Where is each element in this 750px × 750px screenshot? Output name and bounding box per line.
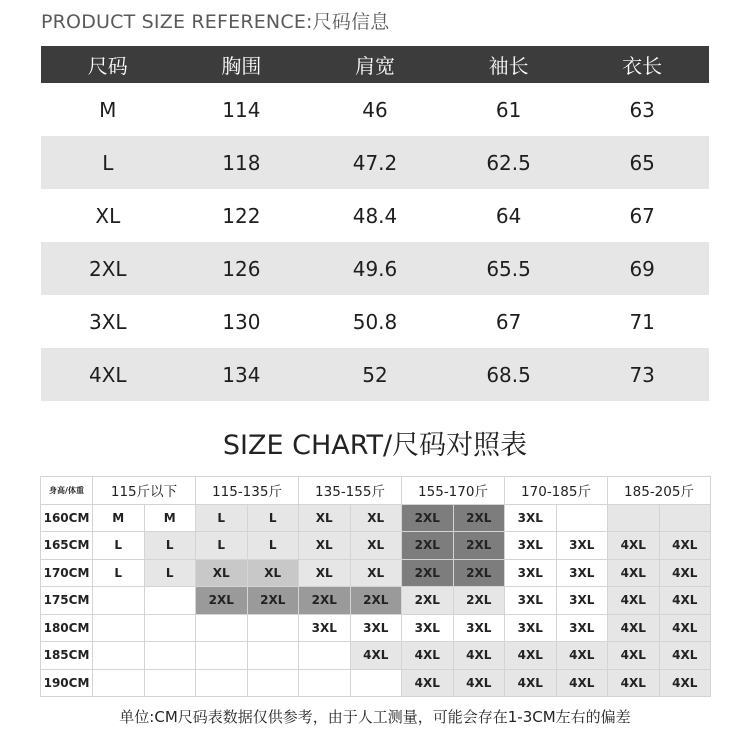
reference-cell-chest: 118 xyxy=(222,150,261,175)
size-cell: XL xyxy=(350,504,402,532)
reference-row xyxy=(41,136,709,189)
reference-cell-sleeve: 62.5 xyxy=(486,150,531,175)
reference-cell-sleeve: 68.5 xyxy=(486,362,531,387)
reference-cell-size: L xyxy=(102,150,114,175)
reference-cell-sleeve: 67 xyxy=(495,309,522,334)
reference-cell-chest: 126 xyxy=(222,256,261,281)
size-reference-table xyxy=(41,46,709,401)
size-cell: L xyxy=(93,559,145,587)
size-cell xyxy=(144,587,196,615)
reference-cell-size: M xyxy=(99,97,117,122)
size-cell: M xyxy=(144,504,196,532)
size-cell: 4XL xyxy=(453,669,505,697)
size-cell: 3XL xyxy=(505,614,557,642)
size-cell: 3XL xyxy=(556,587,608,615)
size-cell xyxy=(93,642,145,670)
reference-cell-chest: 114 xyxy=(222,97,261,122)
corner-label: 身高/体重 xyxy=(41,477,93,505)
size-cell: 4XL xyxy=(659,559,711,587)
size-cell: 2XL xyxy=(453,559,505,587)
size-cell: 2XL xyxy=(247,587,299,615)
size-cell: 3XL xyxy=(556,532,608,560)
size-cell: 3XL xyxy=(556,614,608,642)
size-cell: 3XL xyxy=(299,614,351,642)
height-label: 170CM xyxy=(41,559,93,587)
reference-header-row xyxy=(41,46,709,83)
size-cell: 4XL xyxy=(659,642,711,670)
height-label: 165CM xyxy=(41,532,93,560)
height-label: 160CM xyxy=(41,504,93,532)
reference-cell-length: 65 xyxy=(629,150,655,175)
size-cell: 4XL xyxy=(608,642,660,670)
size-cell xyxy=(299,669,351,697)
reference-row xyxy=(41,83,709,136)
reference-cell-size: XL xyxy=(95,203,121,228)
reference-cell-length: 73 xyxy=(629,362,655,387)
header-size: 尺码 xyxy=(87,54,128,78)
reference-row xyxy=(41,295,709,348)
size-cell: 4XL xyxy=(505,669,557,697)
size-cell xyxy=(93,614,145,642)
size-cell: 4XL xyxy=(402,642,454,670)
reference-cell-length: 69 xyxy=(629,256,655,281)
size-cell xyxy=(247,642,299,670)
size-cell: 4XL xyxy=(453,642,505,670)
size-chart-row xyxy=(41,669,711,697)
size-cell: 2XL xyxy=(453,532,505,560)
size-cell: XL xyxy=(247,559,299,587)
reference-cell-size: 3XL xyxy=(89,309,127,334)
weight-range-header: 135-155斤 xyxy=(299,477,402,505)
size-cell: XL xyxy=(350,532,402,560)
header-sleeve: 袖长 xyxy=(488,54,529,78)
weight-header-row xyxy=(41,477,711,505)
size-cell xyxy=(556,504,608,532)
size-cell xyxy=(93,669,145,697)
size-cell: 4XL xyxy=(556,642,608,670)
size-cell: 2XL xyxy=(402,532,454,560)
reference-cell-sleeve: 61 xyxy=(495,97,522,122)
size-cell: 2XL xyxy=(350,587,402,615)
size-cell: 4XL xyxy=(608,614,660,642)
reference-cell-shoulder: 50.8 xyxy=(352,309,398,334)
size-cell: 2XL xyxy=(299,587,351,615)
reference-row xyxy=(41,348,709,401)
size-cell xyxy=(196,669,248,697)
reference-cell-chest: 122 xyxy=(222,203,261,228)
size-chart-row xyxy=(41,614,711,642)
size-cell: 4XL xyxy=(402,669,454,697)
size-cell xyxy=(659,504,711,532)
size-chart-grid xyxy=(40,476,711,697)
reference-row xyxy=(41,189,709,242)
size-cell: L xyxy=(144,532,196,560)
size-cell: 2XL xyxy=(402,504,454,532)
weight-range-header: 155-170斤 xyxy=(402,477,505,505)
size-cell: L xyxy=(247,532,299,560)
size-cell xyxy=(144,614,196,642)
size-cell: L xyxy=(144,559,196,587)
size-cell: XL xyxy=(299,559,351,587)
size-cell: XL xyxy=(299,504,351,532)
height-label: 180CM xyxy=(41,614,93,642)
size-cell: 3XL xyxy=(505,532,557,560)
size-chart-row xyxy=(41,504,711,532)
size-cell: 4XL xyxy=(608,669,660,697)
size-chart-row xyxy=(41,587,711,615)
weight-range-header: 115斤以下 xyxy=(93,477,196,505)
reference-cell-sleeve: 65.5 xyxy=(486,256,531,281)
size-cell: 4XL xyxy=(659,587,711,615)
reference-cell-length: 67 xyxy=(629,203,655,228)
height-label: 190CM xyxy=(41,669,93,697)
reference-cell-sleeve: 64 xyxy=(495,203,522,228)
size-cell: 3XL xyxy=(505,587,557,615)
header-length: 衣长 xyxy=(622,54,663,78)
height-label: 185CM xyxy=(41,642,93,670)
size-cell: 4XL xyxy=(659,614,711,642)
size-chart-title: SIZE CHART/尺码对照表 xyxy=(222,430,528,461)
size-cell: L xyxy=(247,504,299,532)
reference-cell-shoulder: 52 xyxy=(362,362,388,387)
header-chest: 胸围 xyxy=(221,54,262,78)
reference-cell-size: 2XL xyxy=(89,256,127,281)
reference-cell-shoulder: 47.2 xyxy=(352,150,398,175)
size-cell xyxy=(247,669,299,697)
size-chart-row xyxy=(41,532,711,560)
size-cell: 3XL xyxy=(453,614,505,642)
size-cell xyxy=(608,504,660,532)
reference-cell-chest: 134 xyxy=(222,362,261,387)
size-cell: XL xyxy=(299,532,351,560)
size-cell: 3XL xyxy=(350,614,402,642)
size-chart-row xyxy=(41,559,711,587)
weight-range-header: 185-205斤 xyxy=(608,477,711,505)
size-cell: 2XL xyxy=(453,504,505,532)
reference-title: PRODUCT SIZE REFERENCE:尺码信息 xyxy=(41,11,390,33)
size-cell: M xyxy=(93,504,145,532)
size-cell xyxy=(93,587,145,615)
size-cell xyxy=(299,642,351,670)
reference-cell-size: 4XL xyxy=(89,362,127,387)
size-cell: 4XL xyxy=(659,669,711,697)
reference-cell-chest: 130 xyxy=(222,309,261,334)
size-cell: 4XL xyxy=(608,532,660,560)
size-cell: 4XL xyxy=(350,642,402,670)
size-cell: 3XL xyxy=(402,614,454,642)
reference-cell-length: 63 xyxy=(629,97,655,122)
size-cell: 2XL xyxy=(402,587,454,615)
height-label: 175CM xyxy=(41,587,93,615)
reference-cell-length: 71 xyxy=(629,309,655,334)
size-cell: 4XL xyxy=(505,642,557,670)
size-cell: 4XL xyxy=(608,587,660,615)
size-chart-row xyxy=(41,642,711,670)
size-cell xyxy=(247,614,299,642)
size-cell: L xyxy=(196,504,248,532)
weight-range-header: 115-135斤 xyxy=(196,477,299,505)
size-cell: 4XL xyxy=(608,559,660,587)
measurement-footnote: 单位:CM尺码表数据仅供参考，由于人工测量，可能会存在1-3CM左右的偏差 xyxy=(119,708,631,726)
reference-cell-shoulder: 46 xyxy=(362,97,388,122)
size-cell xyxy=(350,669,402,697)
size-cell xyxy=(144,642,196,670)
size-cell: 2XL xyxy=(402,559,454,587)
size-cell: L xyxy=(93,532,145,560)
size-cell: 2XL xyxy=(196,587,248,615)
size-cell: 2XL xyxy=(453,587,505,615)
size-cell: 4XL xyxy=(556,669,608,697)
size-cell xyxy=(196,614,248,642)
size-cell: 3XL xyxy=(505,504,557,532)
header-shoulder: 肩宽 xyxy=(354,54,395,78)
reference-cell-shoulder: 48.4 xyxy=(352,203,398,228)
size-cell: 3XL xyxy=(556,559,608,587)
size-cell: XL xyxy=(350,559,402,587)
reference-cell-shoulder: 49.6 xyxy=(352,256,398,281)
size-cell: L xyxy=(196,532,248,560)
size-cell xyxy=(196,642,248,670)
reference-row xyxy=(41,242,709,295)
size-cell: 4XL xyxy=(659,532,711,560)
size-cell xyxy=(144,669,196,697)
weight-range-header: 170-185斤 xyxy=(505,477,608,505)
size-cell: 3XL xyxy=(505,559,557,587)
reference-body xyxy=(41,83,709,401)
size-cell: XL xyxy=(196,559,248,587)
